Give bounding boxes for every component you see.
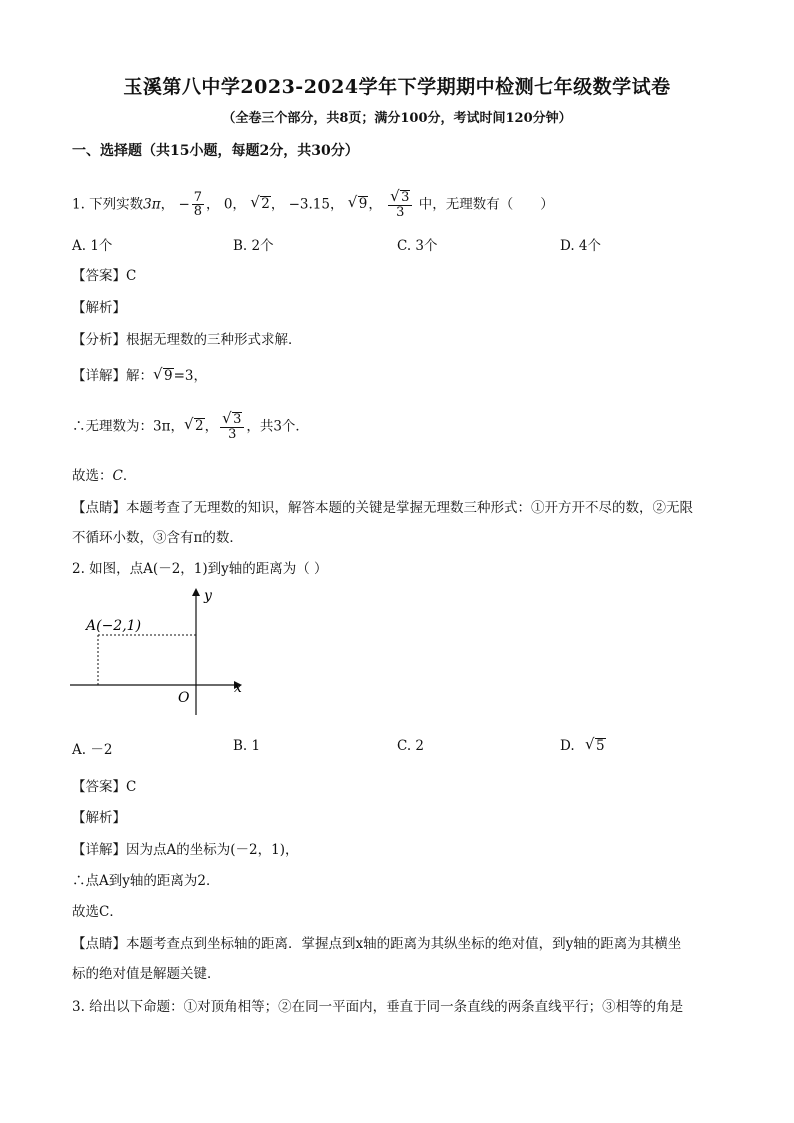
frac-denominator: 3 xyxy=(228,427,237,443)
separator: ， xyxy=(368,196,382,213)
sqrt-9: √ 9 xyxy=(163,368,174,384)
frac-sqrt3-3 xyxy=(220,412,244,442)
frac-numerator xyxy=(388,190,412,206)
q1-3pi: 3π xyxy=(143,196,161,213)
q1-comment-line2: 不循环小数，③含有π的数． xyxy=(72,530,243,546)
separator: ， xyxy=(329,196,344,213)
x-axis-label: x xyxy=(234,680,242,696)
q2-detail: 【详解】因为点A的坐标为(－2，1)， xyxy=(72,842,299,858)
q1-sqrt-2: √ 2 xyxy=(260,196,271,212)
q1-comment-line1: 【点睛】本题考查了无理数的知识，解答本题的关键是掌握无理数三种形式：①开方开不尽的数，②无限 xyxy=(72,500,693,516)
point-a-label: A(−2,1) xyxy=(86,618,142,634)
sqrt-5: √ 5 xyxy=(595,738,606,754)
q2-choose: 故选C． xyxy=(72,904,123,920)
choose-end: ． xyxy=(122,468,137,484)
choose-lead: 故选： xyxy=(72,468,113,484)
q1-analysis: 【解析】 xyxy=(72,300,126,316)
separator: ， xyxy=(204,418,219,435)
page-subtitle: （全卷三个部分，共8页；满分100分，考试时间120分钟） xyxy=(222,111,572,126)
y-axis-label: y xyxy=(204,588,212,604)
q1-conclusion xyxy=(72,412,309,442)
q1-fenxi: 【分析】根据无理数的三种形式求解． xyxy=(72,332,302,348)
q1-stem xyxy=(72,190,554,220)
q2-coordinate-graph xyxy=(70,585,250,725)
q1-option-b: B. 2个 xyxy=(233,238,274,254)
frac-denominator: 8 xyxy=(193,204,203,220)
section-heading: 一、选择题（共15小题，每题2分，共30分） xyxy=(72,143,359,159)
separator: ， xyxy=(160,196,175,213)
origin-label: O xyxy=(178,690,190,706)
q2-option-b: B. 1 xyxy=(233,738,261,754)
q1-option-c: C. 3个 xyxy=(397,238,438,254)
q1-tail: 中，无理数有（ ） xyxy=(418,196,554,213)
q1-option-a: A. 1个 xyxy=(72,238,113,254)
sqrt-2: √ 2 xyxy=(194,418,205,434)
q1-frac-sqrt3-3 xyxy=(388,190,412,220)
q1-zero: 0 xyxy=(223,196,233,213)
page-title: 玉溪第八中学2023-2024学年下学期期中检测七年级数学试卷 xyxy=(123,76,671,98)
q2-option-a: A. －2 xyxy=(72,742,113,758)
option-d-label: D. xyxy=(560,738,575,754)
q2-comment-line1: 【点睛】本题考查点到坐标轴的距离．掌握点到x轴的距离为其纵坐标的绝对值，到y轴的距离为其横坐 xyxy=(72,936,682,952)
q2-stem: 2. 如图，点A(－2，1)到y轴的距离为（ ） xyxy=(72,561,328,577)
sqrt-3: √ 3 xyxy=(400,190,410,205)
q3-stem: 3. 给出以下命题：①对顶角相等；②在同一平面内，垂直于同一条直线的两条直线平行；③相等的角是 xyxy=(72,999,684,1015)
frac-numerator xyxy=(220,412,244,428)
q2-option-c: C. 2 xyxy=(397,738,425,754)
separator: ， xyxy=(270,196,285,213)
q1-lead: 1. 下列实数 xyxy=(72,196,144,213)
frac-denominator: 3 xyxy=(396,205,405,221)
separator: ， xyxy=(206,196,220,213)
q2-comment-line2: 标的绝对值是解题关键． xyxy=(72,966,221,982)
y-axis-arrow xyxy=(192,588,200,596)
detail-lead: 【详解】解： xyxy=(72,368,153,384)
q1-frac-sign: − xyxy=(178,196,190,213)
q2-analysis: 【解析】 xyxy=(72,810,126,826)
q1-choose xyxy=(72,464,136,484)
q2-answer: 【答案】C xyxy=(72,779,137,795)
q1-sqrt-9: √ 9 xyxy=(358,196,369,212)
choose-letter: C xyxy=(112,468,123,484)
detail-eq: =3， xyxy=(173,368,207,384)
conclusion-tail: ，共3个． xyxy=(246,418,309,435)
q1-detail xyxy=(72,364,207,384)
q1-answer: 【答案】C xyxy=(72,268,137,284)
q1-option-d: D. 4个 xyxy=(560,238,602,254)
q2-option-d xyxy=(560,738,606,754)
q1-frac-7-8 xyxy=(192,191,204,219)
frac-numerator: 7 xyxy=(193,189,203,205)
separator: ， xyxy=(232,196,246,213)
q2-conclusion: ∴点A到y轴的距离为2． xyxy=(72,873,220,889)
sqrt-3: √ 3 xyxy=(232,412,242,427)
q1-neg315: −3.15 xyxy=(288,196,330,213)
conclusion-lead: ∴无理数为：3π， xyxy=(72,418,184,435)
